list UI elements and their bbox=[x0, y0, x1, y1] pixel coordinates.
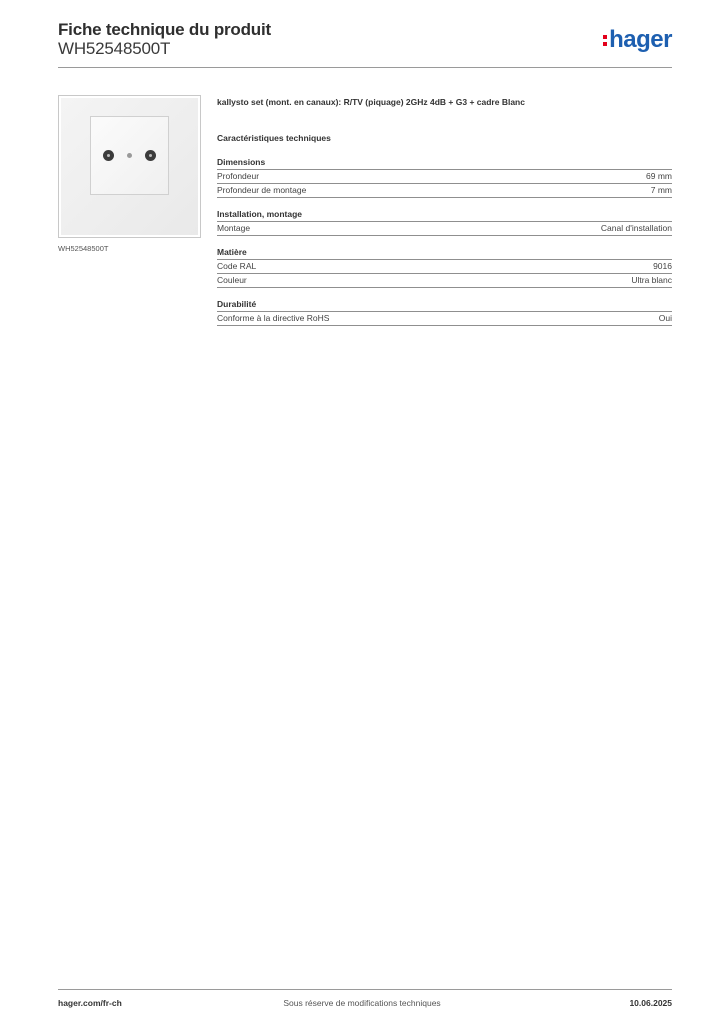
section-installation bbox=[217, 208, 672, 236]
characteristics-heading: Caractéristiques techniques bbox=[217, 133, 331, 143]
coax-socket-icon bbox=[145, 150, 156, 161]
product-description: kallysto set (mont. en canaux): R/TV (piquage) 2GHz 4dB + G3 + cadre Blanc bbox=[217, 97, 525, 107]
row-label: Couleur bbox=[217, 275, 247, 285]
image-caption: WH52548500T bbox=[58, 244, 109, 253]
product-insert bbox=[90, 116, 169, 195]
section-durability bbox=[217, 298, 672, 326]
screw-icon bbox=[127, 153, 132, 158]
section-dimensions bbox=[217, 156, 672, 198]
logo-text: hager bbox=[609, 26, 672, 53]
row-value: 69 mm bbox=[646, 171, 672, 181]
table-row bbox=[217, 260, 672, 274]
row-value: Oui bbox=[658, 313, 672, 323]
page-title: Fiche technique du produit bbox=[58, 20, 271, 39]
product-reference: WH52548500T bbox=[58, 39, 171, 58]
section-title: Durabilité bbox=[217, 298, 672, 312]
coax-socket-icon bbox=[103, 150, 114, 161]
product-image bbox=[58, 95, 201, 238]
row-label: Conforme à la directive RoHS bbox=[217, 313, 330, 323]
product-frame bbox=[61, 98, 198, 235]
section-title: Dimensions bbox=[217, 156, 672, 170]
row-label: Montage bbox=[217, 223, 251, 233]
table-row bbox=[217, 222, 672, 236]
section-title: Installation, montage bbox=[217, 208, 672, 222]
table-row bbox=[217, 184, 672, 198]
footer-website-link[interactable]: hager.com/fr-ch bbox=[58, 998, 122, 1008]
row-label: Profondeur de montage bbox=[217, 185, 307, 195]
row-value: Ultra blanc bbox=[631, 275, 672, 285]
footer-divider bbox=[58, 989, 672, 990]
table-row bbox=[217, 170, 672, 184]
section-material bbox=[217, 246, 672, 288]
logo-dots-icon bbox=[603, 26, 607, 54]
product-details bbox=[217, 97, 672, 336]
header-divider bbox=[58, 67, 672, 68]
row-value: 9016 bbox=[653, 261, 672, 271]
section-title: Matière bbox=[217, 246, 672, 260]
row-value: Canal d'installation bbox=[600, 223, 672, 233]
row-label: Profondeur bbox=[217, 171, 260, 181]
footer-notice: Sous réserve de modifications techniques bbox=[283, 998, 441, 1008]
hager-logo bbox=[603, 26, 672, 54]
table-row bbox=[217, 274, 672, 288]
table-row bbox=[217, 312, 672, 326]
footer-date: 10.06.2025 bbox=[629, 998, 672, 1008]
row-label: Code RAL bbox=[217, 261, 257, 271]
row-value: 7 mm bbox=[650, 185, 672, 195]
